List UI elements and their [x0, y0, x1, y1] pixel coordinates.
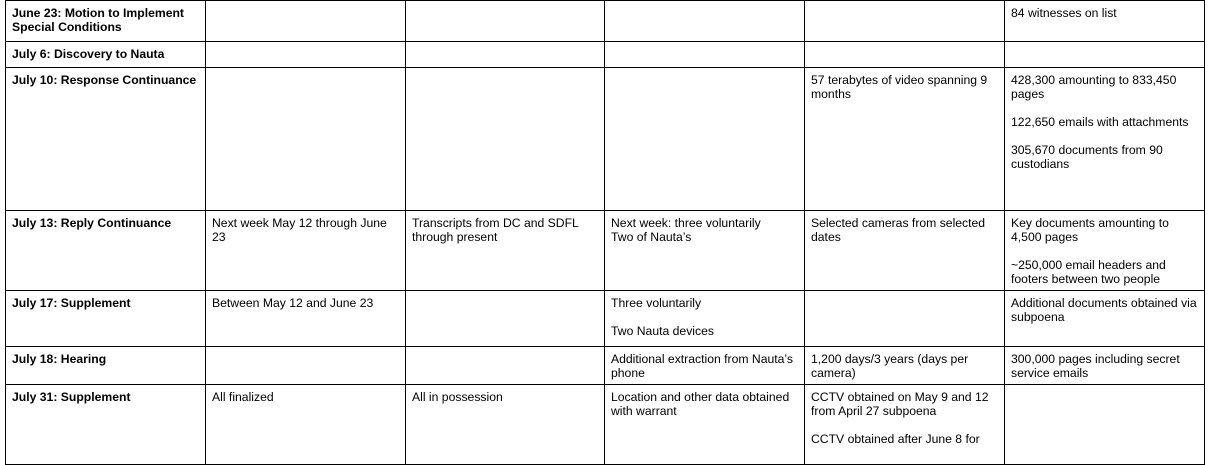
- event-label: July 17: Supplement: [12, 296, 131, 310]
- cell-paragraph: Transcripts from DC and SDFL through present: [412, 216, 579, 244]
- table-cell: [406, 42, 605, 68]
- cell-paragraph: ~250,000 email headers and footers between two people: [1011, 258, 1166, 286]
- table-cell: [605, 211, 805, 291]
- cell-paragraph: Location and other data obtained with warrant: [611, 390, 790, 418]
- cell-paragraph: All finalized: [212, 390, 274, 404]
- table-cell: [1005, 385, 1205, 465]
- cell-paragraph: Selected cameras from selected dates: [811, 216, 986, 244]
- event-cell: [6, 347, 206, 385]
- event-label: June 23: Motion to Implement Special Conditions: [12, 6, 184, 34]
- table-row: [6, 68, 1205, 211]
- cell-paragraph: Three voluntarily: [611, 296, 702, 310]
- table-cell: [406, 211, 605, 291]
- event-cell: [6, 385, 206, 465]
- table-cell: [206, 68, 406, 211]
- event-label: July 13: Reply Continuance: [12, 216, 172, 230]
- cell-paragraph: Two Nauta devices: [611, 324, 714, 338]
- table-cell: [805, 347, 1005, 385]
- cell-paragraph: Additional documents obtained via subpoena: [1011, 296, 1197, 324]
- event-cell: [6, 291, 206, 347]
- table-row: [6, 385, 1205, 465]
- table-cell: [805, 42, 1005, 68]
- table-cell: [805, 68, 1005, 211]
- cell-paragraph: 122,650 emails with attachments: [1011, 115, 1189, 129]
- table-row: [6, 211, 1205, 291]
- cell-paragraph: 428,300 amounting to 833,450 pages: [1011, 73, 1177, 101]
- event-label: July 10: Response Continuance: [12, 73, 197, 87]
- table-cell: [406, 385, 605, 465]
- cell-paragraph: 1,200 days/3 years (days per camera): [811, 352, 969, 380]
- cell-paragraph: Additional extraction from Nauta’s phone: [611, 352, 794, 380]
- table-cell: [1005, 1, 1205, 42]
- table-row: [6, 42, 1205, 68]
- table-cell: [1005, 291, 1205, 347]
- cell-paragraph: CCTV obtained on May 9 and 12 from April 27 subpoena: [811, 390, 989, 418]
- table-cell: [805, 1, 1005, 42]
- cell-paragraph: Next week: three voluntarily Two of Nauta’s: [611, 216, 761, 244]
- cell-paragraph: All in possession: [412, 390, 503, 404]
- table-cell: [805, 385, 1005, 465]
- table-cell: [206, 385, 406, 465]
- table-row: [6, 1, 1205, 42]
- table-cell: [605, 347, 805, 385]
- table-cell: [1005, 42, 1205, 68]
- cell-paragraph: Between May 12 and June 23: [212, 296, 374, 310]
- table-cell: [406, 1, 605, 42]
- table-cell: [605, 1, 805, 42]
- event-label: July 18: Hearing: [12, 352, 107, 366]
- table-cell: [206, 211, 406, 291]
- table-row: [6, 347, 1205, 385]
- event-label: July 31: Supplement: [12, 390, 131, 404]
- event-cell: [6, 211, 206, 291]
- table-cell: [1005, 68, 1205, 211]
- timeline-table-body: [6, 1, 1205, 465]
- event-cell: [6, 68, 206, 211]
- table-cell: [406, 347, 605, 385]
- table-cell: [805, 211, 1005, 291]
- cell-paragraph: 300,000 pages including secret service emails: [1011, 352, 1180, 380]
- table-cell: [1005, 211, 1205, 291]
- cell-paragraph: 84 witnesses on list: [1011, 6, 1117, 20]
- table-cell: [605, 291, 805, 347]
- table-cell: [206, 42, 406, 68]
- cell-paragraph: CCTV obtained after June 8 for: [811, 432, 980, 446]
- timeline-table: [5, 0, 1205, 465]
- cell-paragraph: Key documents amounting to 4,500 pages: [1011, 216, 1169, 244]
- table-cell: [605, 385, 805, 465]
- table-row: [6, 291, 1205, 347]
- table-cell: [805, 291, 1005, 347]
- event-label: July 6: Discovery to Nauta: [12, 47, 165, 61]
- table-cell: [206, 347, 406, 385]
- table-cell: [206, 291, 406, 347]
- table-cell: [605, 42, 805, 68]
- table-cell: [605, 68, 805, 211]
- event-cell: [6, 1, 206, 42]
- table-cell: [406, 291, 605, 347]
- cell-paragraph: 305,670 documents from 90 custodians: [1011, 143, 1163, 171]
- event-cell: [6, 42, 206, 68]
- table-cell: [206, 1, 406, 42]
- table-cell: [1005, 347, 1205, 385]
- cell-paragraph: 57 terabytes of video spanning 9 months: [811, 73, 988, 101]
- table-cell: [406, 68, 605, 211]
- cell-paragraph: Next week May 12 through June 23: [212, 216, 387, 244]
